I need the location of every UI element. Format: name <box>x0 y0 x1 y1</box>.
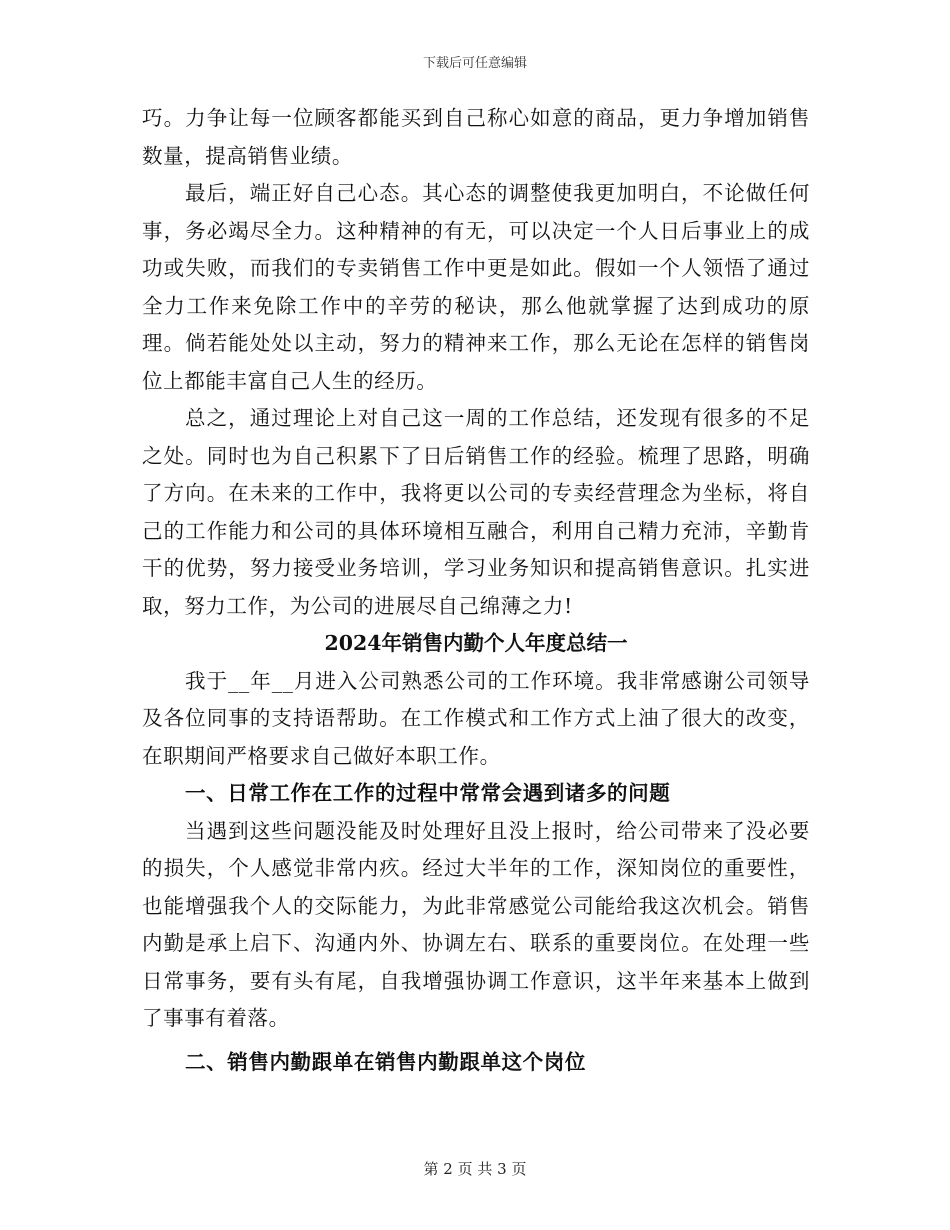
document-body <box>142 100 810 1081</box>
section-title: 2024年销售内勤个人年度总结一 <box>324 631 628 655</box>
paragraph-1: 巧。力争让每一位顾客都能买到自己称心如意的商品，更力争增加销售数量，提高销售业绩。 <box>142 106 810 168</box>
page-header: 下载后可任意编辑 <box>422 56 527 71</box>
page-footer: 第 2 页 共 3 页 <box>423 1160 527 1178</box>
paragraph-5: 当遇到这些问题没能及时处理好且没上报时，给公司带来了没必要的损失，个人感觉非常内疚。经过大半年的工作，深知岗位的重要性，也能增强我个人的交际能力，为此非常感觉公司能给我这次机会。销售内勤是承上启下、沟通内外、协调左右、联系的重要岗位。在处理一些日常事务，要有头有尾，自我增强协调工作意识，这半年来基本上做到了事事有着落。 <box>142 818 810 1030</box>
paragraph-2: 最后，端正好自己心态。其心态的调整使我更加明白，不论做任何事，务必竭尽全力。这种精神的有无，可以决定一个人日后事业上的成功或失败，而我们的专卖销售工作中更是如此。假如一个人领悟了通过全力工作来免除工作中的辛劳的秘诀，那么他就掌握了达到成功的原理。倘若能处处以主动，努力的精神来工作，那么无论在怎样的销售岗位上都能丰富自己人生的经历。 <box>142 181 810 393</box>
heading-2: 二、销售内勤跟单在销售内勤跟单这个岗位 <box>185 1049 586 1074</box>
paragraph-3: 总之，通过理论上对自己这一周的工作总结，还发现有很多的不足之处。同时也为自己积累下了日后销售工作的经验。梳理了思路，明确了方向。在未来的工作中，我将更以公司的专卖经营理念为坐标，将自己的工作能力和公司的具体环境相互融合，利用自己精力充沛，辛勤肯干的优势，努力接受业务培训，学习业务知识和提高销售意识。扎实进取，努力工作，为公司的进展尽自己绵薄之力! <box>142 406 810 618</box>
heading-1: 一、日常工作在工作的过程中常常会遇到诸多的问题 <box>185 781 671 805</box>
paragraph-4: 我于__年__月进入公司熟悉公司的工作环境。我非常感谢公司领导及各位同事的支持语帮助。在工作模式和工作方式上油了很大的改变，在职期间严格要求自己做好本职工作。 <box>142 668 810 768</box>
